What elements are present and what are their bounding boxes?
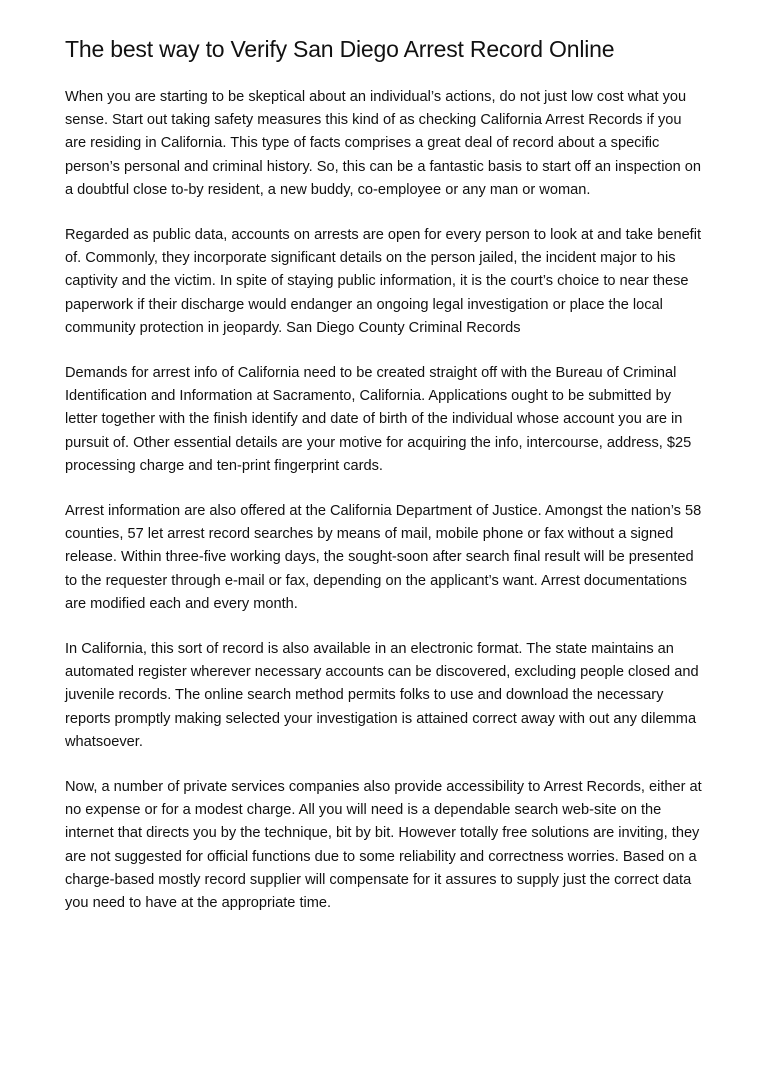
paragraph-3: Demands for arrest info of California need to be created straight off with the Bureau of Criminal Identification and Information at Sacramento, California. Applications ought to be submitted by letter together with the finish identify and date of birth of the individual whose account you are in pursuit of. Other essential details are your motive for acquiring the info, intercourse, address, $25 processing charge and ten-print fingerprint cards. [65,365,692,474]
paragraph-2: Regarded as public data, accounts on arrests are open for every person to look at and take benefit of. Commonly, they incorporate significant details on the person jailed, the incident major to his captivity and the victim. In spite of staying public information, it is the court’s choice to near these paperwork if their discharge would endanger an ongoing legal investigation or place the local community protection in jeopardy. San Diego County Criminal Records [65,227,702,336]
document-title: The best way to Verify San Diego Arrest Record Online [65,36,615,62]
paragraph-4: Arrest information are also offered at the California Department of Justice. Amongst the nation’s 58 counties, 57 let arrest record searches by means of mail, mobile phone or fax without a signed release. Within three-five working days, the sought-soon after search final result will be presented to the requester through e-mail or fax, depending on the applicant’s want. Arrest documentations are modified each and every month. [65,503,702,612]
paragraph-5: In California, this sort of record is also available in an electronic format. The state maintains an automated register wherever necessary accounts can be discovered, excluding people closed and juvenile records. The online search method permits folks to use and download the necessary reports promptly making selected your investigation is attained correct away with out any dilemma whatsoever. [65,641,699,750]
paragraph-6: Now, a number of private services companies also provide accessibility to Arrest Records, either at no expense or for a modest charge. All you will need is a dependable search web-site on the internet that directs you by the technique, bit by bit. However totally free solutions are inviting, they are not suggested for official functions due to some reliability and correctness worries. Based on a charge-based mostly record supplier will compensate for it assures to supply just the correct data you need to have at the appropriate time. [65,779,702,912]
paragraph-1: When you are starting to be skeptical about an individual’s actions, do not just low cost what you sense. Start out taking safety measures this kind of as checking California Arrest Records if you are residing in California. This type of facts comprises a great deal of record about a specific person’s personal and criminal history. So, this can be a fantastic basis to start off an inspection on a doubtful close to-by resident, a new buddy, co-employee or any man or woman. [65,89,701,198]
